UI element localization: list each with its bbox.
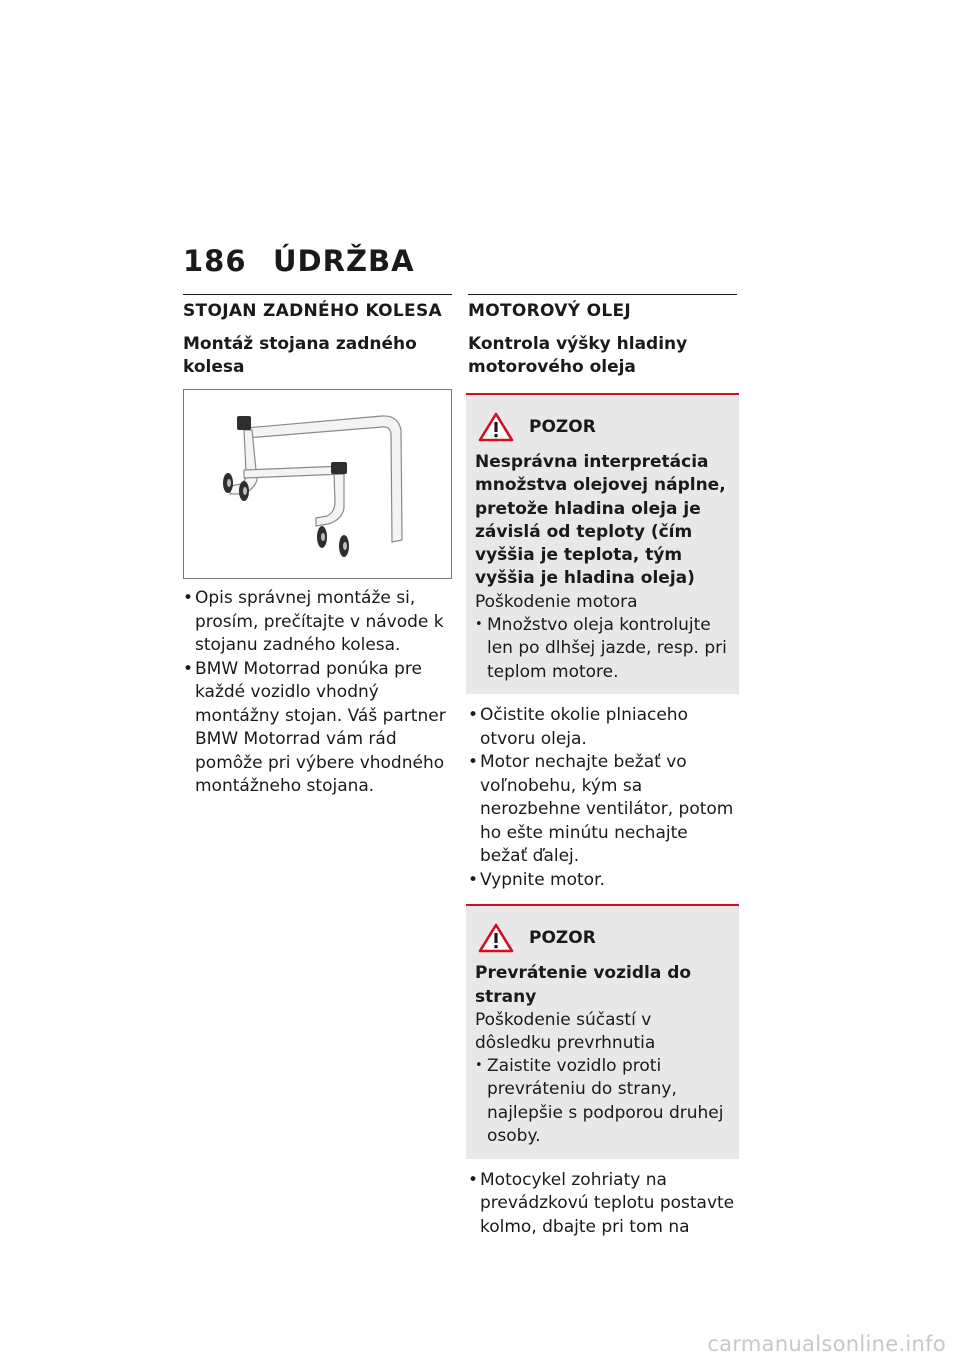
rear-wheel-stand-figure <box>183 389 452 579</box>
subsection-title-oil-level: Kontrola výšky hladiny motorového oleja <box>468 334 688 377</box>
warning-triangle-icon <box>477 411 515 443</box>
list-item: • Motor nechajte bežať vo voľnobehu, kým sa nerozbehne ventilátor, potom ho ešte minútu nechajte bežať ďalej. <box>468 751 737 869</box>
warning-label: POZOR <box>529 417 596 437</box>
subsection-title-stand: Montáž stojana zadného kolesa <box>183 334 417 377</box>
warning-measures <box>475 1055 727 1149</box>
list-item: • Vypnite motor. <box>468 869 737 893</box>
warning-heading <box>475 411 727 443</box>
page-header <box>183 244 415 278</box>
section-title-oil: MOTOROVÝ OLEJ <box>468 301 632 321</box>
warning-cause: Nesprávna interpretácia množstva olejovej náplne, pretože hladina oleja je závislá od teploty (čím vyššia je teplota, tým vyššia je hladina oleja) <box>475 452 726 589</box>
warning-label: POZOR <box>529 928 596 949</box>
oil-check-steps-continued <box>468 1169 737 1240</box>
list-item: • Opis správnej montáže si, prosím, prečítajte v návode k stojanu zadného kolesa. <box>183 587 452 658</box>
list-item: • Zaistite vozidlo proti prevráteniu do strany, najlepšie s podporou druhej osoby. <box>475 1055 727 1149</box>
warning-box-temperature <box>466 393 739 694</box>
section-rule <box>468 294 737 295</box>
warning-cause: Prevrátenie vozidla do strany <box>475 963 692 1007</box>
list-item: • Motocykel zohriaty na prevádzkovú teplotu postavte kolmo, dbajte pri tom na <box>468 1169 737 1240</box>
list-item: • BMW Motorrad ponúka pre každé vozidlo vhodný montážny stojan. Váš partner BMW Motorrad vám rád pomôže pri výbere vhodného montážneho stojana. <box>183 658 452 799</box>
watermark: carmanualsonline.info <box>707 1332 946 1356</box>
warning-consequence: Poškodenie motora <box>475 591 638 612</box>
stand-instructions <box>183 587 452 799</box>
section-rule <box>183 294 452 295</box>
rear-wheel-stand-illustration-icon <box>184 390 451 578</box>
warning-consequence: Poškodenie súčastí v dôsledku prevrhnutia <box>475 1009 656 1053</box>
page-number: 186 <box>183 244 247 278</box>
chapter-title: ÚDRŽBA <box>273 244 415 278</box>
right-column <box>468 294 737 1239</box>
warning-triangle-icon <box>477 922 515 954</box>
section-title-stand: STOJAN ZADNÉHO KOLESA <box>183 301 442 321</box>
list-item: • Očistite okolie plniaceho otvoru oleja. <box>468 704 737 751</box>
list-item: • Množstvo oleja kontrolujte len po dlhšej jazde, resp. pri teplom motore. <box>475 614 727 685</box>
oil-check-steps <box>468 704 737 892</box>
warning-measures <box>475 614 727 685</box>
left-column <box>183 294 452 799</box>
warning-box-tipping <box>466 904 739 1159</box>
warning-heading <box>475 922 727 954</box>
